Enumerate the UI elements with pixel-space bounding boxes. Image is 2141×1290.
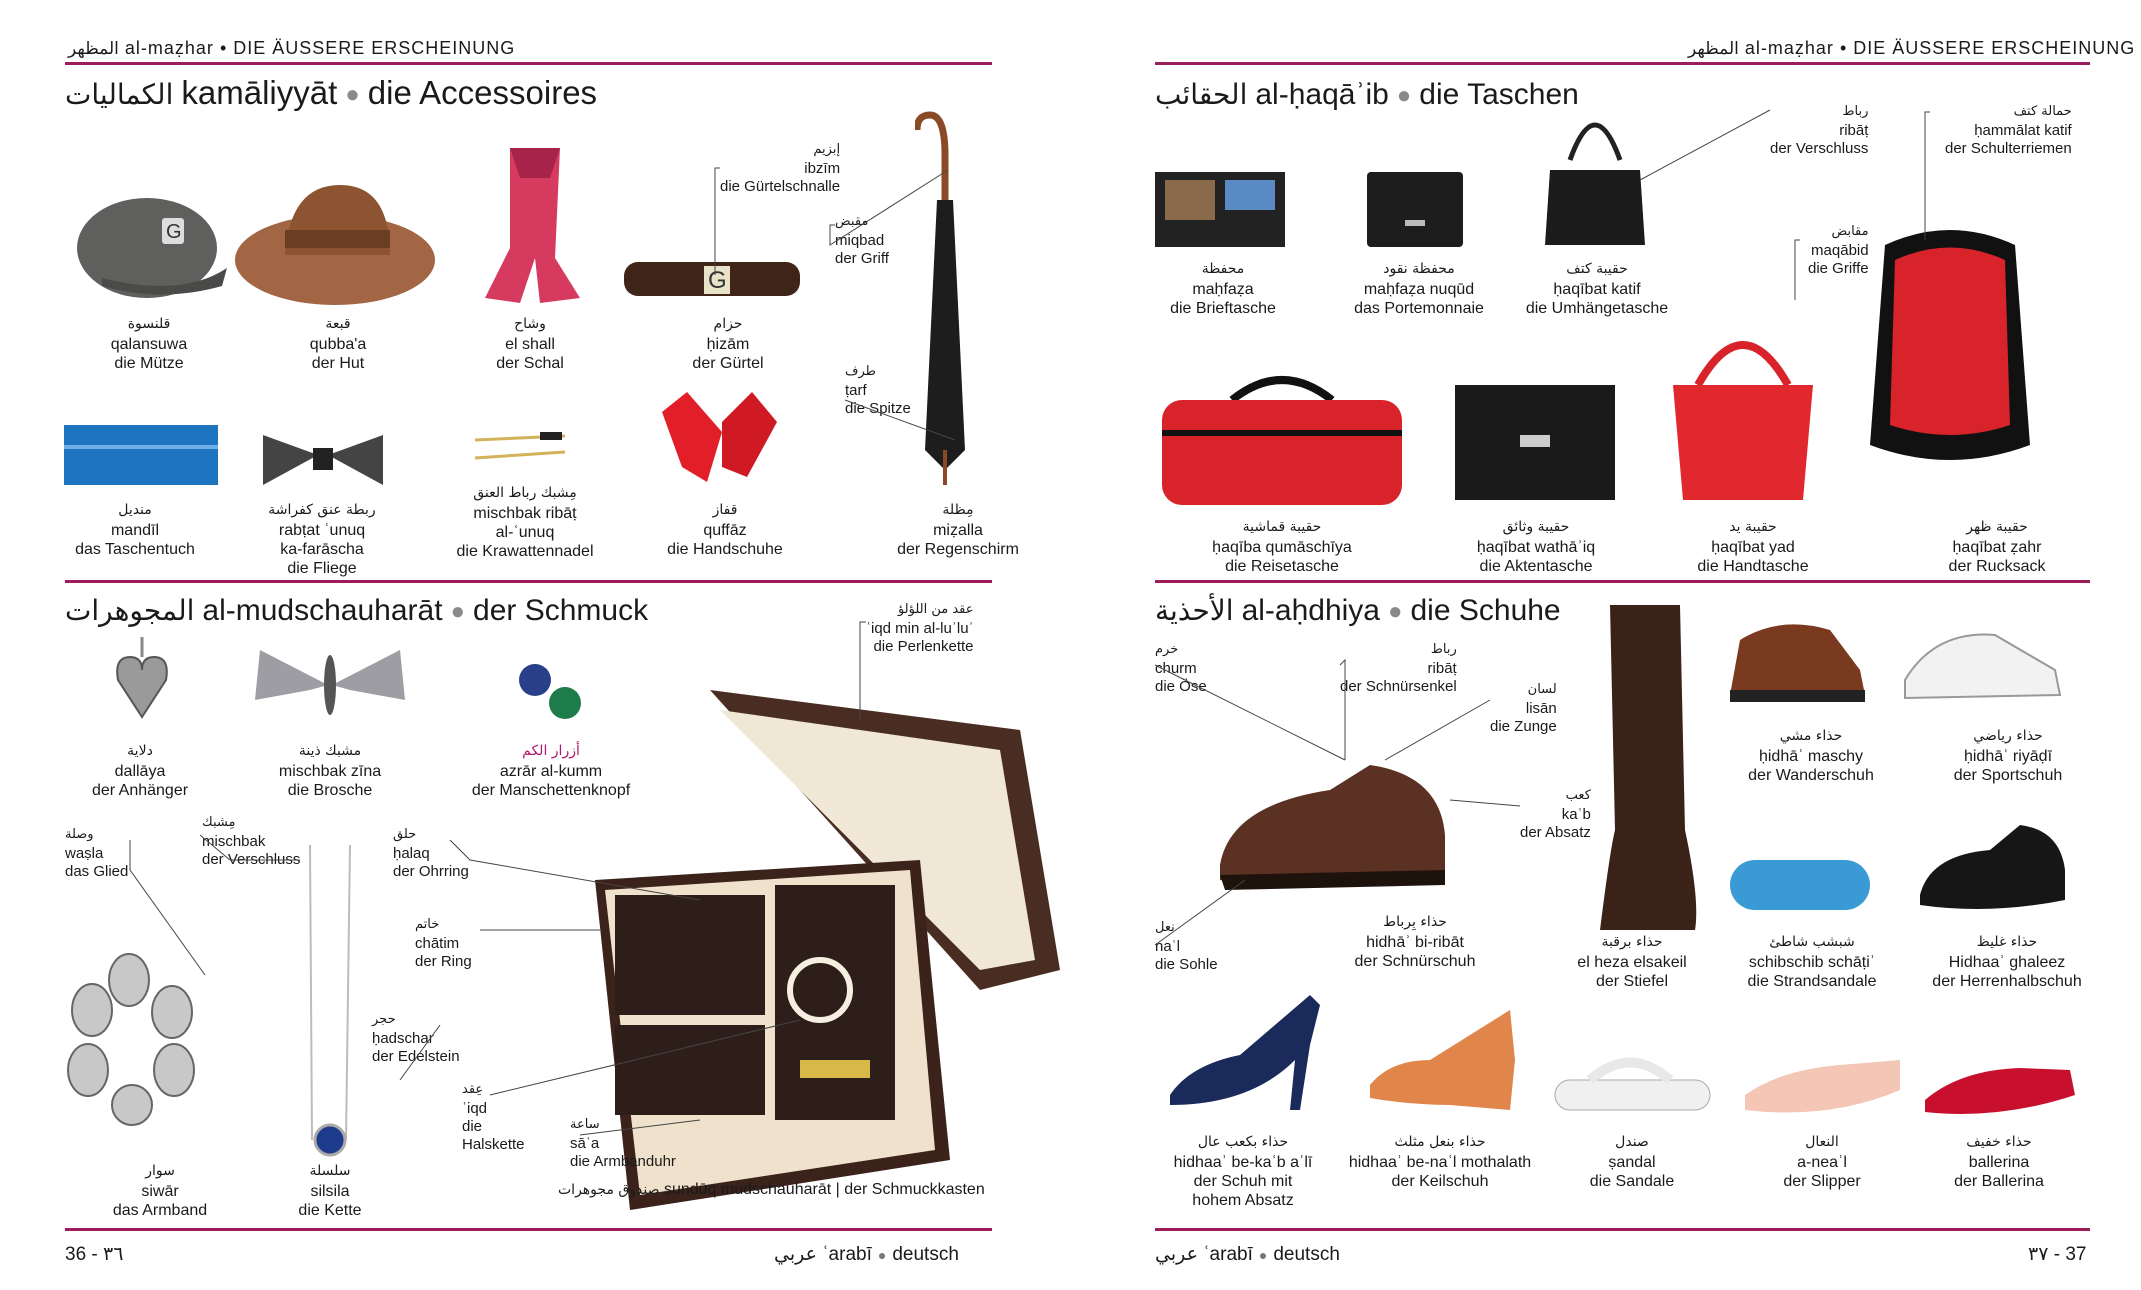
footer-language-right: عربي ʿarabī ● deutsch: [1155, 1243, 1340, 1265]
label-sole: نعل naʿl die Sohle: [1155, 920, 1218, 973]
sandal-image: [1550, 1040, 1715, 1120]
brogue-image: [1910, 815, 2070, 915]
running-head-right: المظهر al-maẓhar • DIE ÄUSSERE ERSCHEINUNG: [1688, 38, 2136, 59]
item-shoulder-bag: حقيبة كتف ḥaqībat katif die Umhängetasche: [1525, 261, 1669, 317]
section-arabic: الحقائب: [1155, 78, 1248, 111]
scarf-image: [470, 138, 600, 308]
header-rule: [1155, 62, 2090, 65]
item-bow-tie: ربطة عنق كفراشة rabṭat ʿunuq ka-farāscha die Fliege: [268, 502, 376, 577]
running-head-translit: al-maẓhar: [1744, 38, 1834, 58]
item-cufflink: أزرار الكم azrār al-kumm der Manschettenknopf: [471, 743, 631, 799]
item-slipper: النعال a-neaʾl der Slipper: [1783, 1134, 1861, 1190]
label-earring: حلق ḥalaq der Ohrring: [393, 827, 469, 880]
label-buckle: إبزيم ibzīm die Gürtelschnalle: [720, 142, 841, 195]
tie-pin-image: [470, 428, 570, 468]
section-translit: al-ḥaqāʾib: [1255, 78, 1389, 111]
item-bracelet: سوار siwār das Armband: [112, 1163, 208, 1219]
label-clasp: مِشبك mischbak der Verschluss: [202, 815, 301, 868]
label-gemstone: حجر ḥadschar der Edelstein: [372, 1012, 460, 1065]
running-head-german: DIE ÄUSSERE ERSCHEINUNG: [1853, 38, 2136, 58]
header-rule: [65, 62, 992, 65]
hat-image: [230, 160, 440, 310]
wallet-image: [1153, 170, 1288, 250]
item-holdall: حقيبة قماشية ḥaqība qumāschīya die Reisetasche: [1212, 519, 1352, 575]
label-shoulder-strap: حمالة كتف ḥammālat katif der Schulterriemen: [1945, 104, 2072, 157]
item-handkerchief: منديل mandīl das Taschentuch: [75, 502, 195, 558]
label-eyelet: خرم churm die Öse: [1155, 642, 1207, 695]
item-pendant: دلاية dallāya der Anhänger: [91, 743, 189, 799]
section-translit: al-aḥdhiya: [1241, 594, 1380, 627]
section-title-bags: الحقائب al-ḥaqāʾib ● die Taschen: [1155, 78, 1579, 111]
item-briefcase: حقيبة وثائق ḥaqībat wathāʾiq die Aktentasche: [1476, 519, 1596, 575]
trainer-image: [1895, 620, 2065, 710]
label-tongue: لسان lisān die Zunge: [1490, 682, 1557, 735]
item-boot: حذاء برقبة el heza elsakeil der Stiefel: [1577, 934, 1687, 990]
section-rule: [65, 580, 992, 583]
label-heel: كعب kaʿb der Absatz: [1520, 788, 1591, 841]
lace-up-image: [1210, 745, 1450, 895]
item-hat: قبعة qubba'a der Hut: [309, 316, 367, 372]
item-brogue: حذاء غليظ Hidhaaʾ ghaleez der Herrenhalbschuh: [1932, 934, 2082, 990]
label-lace: رباط ribāṭ der Schnürsenkel: [1340, 642, 1457, 695]
ballerina-image: [1920, 1040, 2080, 1120]
slipper-image: [1740, 1040, 1905, 1120]
label-jewellery-box: صندوق مجوهرات ṣundūq mudschauharāt | der Schmuckkasten: [558, 1181, 985, 1198]
backpack-image: [1865, 215, 2035, 470]
brooch-image: [250, 645, 410, 725]
label-handles: مقابض maqābid die Griffe: [1808, 224, 1869, 277]
label-link: وصلة waṣla das Glied: [65, 827, 129, 880]
section-arabic: الكماليات: [65, 78, 174, 111]
section-german: die Schuhe: [1410, 594, 1561, 627]
hiking-boot-image: [1720, 610, 1870, 710]
handkerchief-image: [62, 420, 222, 492]
item-wedge: حذاء بنعل مثلث hidhaaʾ be-naʿl mothalath der Keilschuh: [1348, 1134, 1532, 1190]
footer-rule: [65, 1228, 992, 1231]
section-arabic: المجوهرات: [65, 594, 195, 627]
item-tie-pin: مِشبك رباط العنق mischbak ribāṭ al-ʿunuq die Krawattennadel: [456, 485, 594, 560]
holdall-image: [1157, 370, 1407, 510]
item-backpack: حقيبة ظهر ḥaqībat ẓahr der Rucksack: [1948, 519, 2046, 575]
section-translit: al-mudschauharāt: [202, 594, 443, 627]
item-cap: قلنسوة qalansuwa die Mütze: [110, 316, 188, 372]
cap-image: [62, 168, 232, 298]
svg-text:G: G: [708, 267, 727, 294]
item-wallet: محفظة maḥfaẓa die Brieftasche: [1170, 261, 1276, 317]
label-umbrella-tip: طرف ṭarf die Spitze: [845, 364, 911, 417]
gloves-image: [652, 382, 782, 492]
footer-language-left: عربي ʿarabī ● deutsch: [774, 1243, 959, 1265]
handbag-image: [1668, 315, 1818, 505]
item-ballerina: حذاء خفيف ballerina der Ballerina: [1954, 1134, 2044, 1190]
running-head-left: المظهر al-maẓhar • DIE ÄUSSERE ERSCHEINUNG: [68, 38, 516, 59]
label-umbrella-handle: مقبض miqbad der Griff: [835, 214, 889, 267]
section-german: die Taschen: [1419, 78, 1579, 111]
label-watch: ساعة sāʿa die Armbanduhr: [570, 1117, 676, 1170]
bow-tie-image: [258, 430, 388, 490]
item-gloves: قفاز quffāz die Handschuhe: [667, 502, 783, 558]
item-chain: سلسلة silsila die Kette: [298, 1163, 362, 1219]
pendant-image: [112, 635, 172, 725]
label-bag-fastening: رباط ribāṭ der Verschluss: [1770, 104, 1869, 157]
section-rule: [1155, 580, 2090, 583]
item-hiking-boot: حذاء مشي ḥidhāʾ maschy der Wanderschuh: [1748, 728, 1874, 784]
bracelet-image: [62, 950, 197, 1130]
item-handbag: حقيبة يد ḥaqībat yad die Handtasche: [1697, 519, 1809, 575]
high-heel-image: [1160, 985, 1330, 1115]
footer-rule: [1155, 1228, 2090, 1231]
item-scarf: وشاح el shall der Schal: [496, 316, 564, 372]
section-arabic: الأحذية: [1155, 594, 1234, 627]
shoulder-bag-image: [1540, 90, 1650, 250]
svg-text:G: G: [166, 221, 182, 243]
section-translit: kamāliyyāt: [181, 74, 338, 111]
item-umbrella: مِظلة miẓalla der Regenschirm: [897, 502, 1019, 558]
boot-image: [1590, 600, 1705, 940]
chain-image: [300, 840, 360, 1170]
label-ring: خاتم chātim der Ring: [415, 917, 472, 970]
belt-image: [622, 252, 802, 308]
item-lace-up: حذاء بِرباط hidhāʾ bi-ribāt der Schnürschuh: [1354, 914, 1476, 970]
label-pearl-necklace: عقد من اللؤلؤ ʿiqd min al-luʾluʾ die Perlenkette: [866, 602, 974, 655]
umbrella-image: [915, 110, 975, 490]
item-belt: حزام ḥizām der Gürtel: [692, 316, 764, 372]
section-title-accessories: الكماليات kamāliyyāt ● die Accessoires: [65, 74, 598, 111]
running-head-german: DIE ÄUSSERE ERSCHEINUNG: [233, 38, 516, 58]
section-german: die Accessoires: [367, 74, 598, 111]
right-page: [1070, 0, 2141, 1290]
left-page: [0, 0, 1070, 1290]
purse-image: [1365, 170, 1465, 250]
running-head-translit: al-maẓhar: [124, 38, 214, 58]
label-necklace: عِقد ʿiqd die Halskette: [462, 1082, 525, 1153]
section-title-shoes: الأحذية al-aḥdhiya ● die Schuhe: [1155, 594, 1561, 627]
briefcase-image: [1450, 365, 1620, 505]
item-flip-flop: شبشب شاطئ schibschib schāṭiʾ die Strandsandale: [1747, 934, 1877, 990]
wedge-image: [1360, 990, 1520, 1115]
footer-page-number-right: ٣٧ - 37: [2028, 1243, 2087, 1265]
item-trainer: حذاء رياضي ḥidhāʾ riyāḍī der Sportschuh: [1953, 728, 2063, 784]
footer-page-number-left: 36 - ٣٦: [65, 1243, 124, 1265]
flip-flop-image: [1725, 840, 1875, 920]
section-german: der Schmuck: [473, 594, 649, 627]
item-brooch: مشبك ذينة mischbak zīna die Brosche: [278, 743, 382, 799]
running-head-arabic: المظهر: [68, 39, 119, 59]
item-sandal: صندل ṣandal die Sandale: [1589, 1134, 1675, 1190]
section-title-jewellery: المجوهرات al-mudschauharāt ● der Schmuck: [65, 594, 649, 627]
item-purse: محفظة نقود maḥfaẓa nuqūd das Portemonnaie: [1354, 261, 1484, 317]
running-head-arabic: المظهر: [1688, 39, 1739, 59]
item-high-heel: حذاء بكعب عال hidhaaʾ be-kaʿb aʿlī der Schuh mit hohem Absatz: [1173, 1134, 1313, 1209]
